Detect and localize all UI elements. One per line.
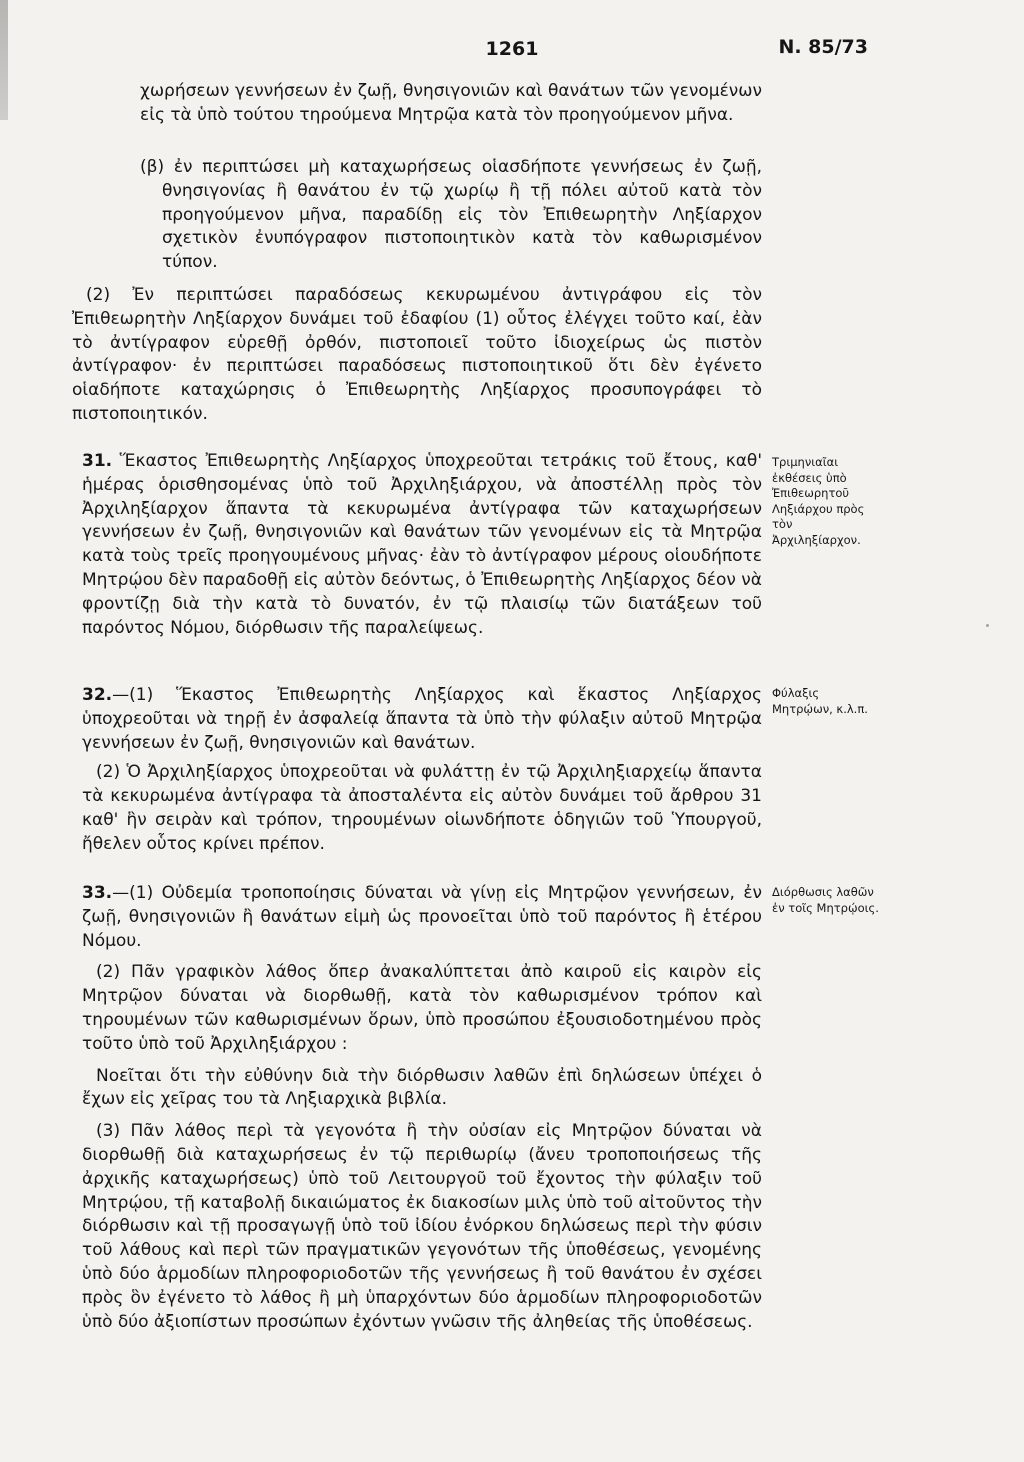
article-32-para1: —(1) Ἕκαστος Ἐπιθεωρητὴς Ληξίαρχος καὶ ἕκαστος Ληξίαρχος ὑποχρεοῦται νὰ τηρῇ ἐν ἀσφαλείᾳ ἅπαντα τὰ ὑπὸ τὴν φύλαξιν αὐτοῦ Μητρῷα γεννήσεων ἐν ζωῇ, θνησιγονιῶν καὶ θανάτων. bbox=[82, 685, 762, 753]
scan-speck bbox=[986, 624, 989, 627]
margin-note-article-31: Τριμηνιαῖαι ἐκθέσεις ὑπὸ Ἐπιθεωρητοῦ Ληξιάρχου πρὸς τὸν Ἀρχιληξίαρχον. bbox=[772, 455, 865, 547]
paragraph-2: (2) Ἐν περιπτώσει παραδόσεως κεκυρωμένου ἀντιγράφου εἰς τὸν Ἐπιθεωρητὴν Ληξίαρχον δυνάμει τοῦ ἐδαφίου (1) οὗτος ἐλέγχει τοῦτο καί, ἐὰν τὸ ἀντίγραφον εὑρεθῇ ὀρθόν, πιστοποιεῖ τοῦτο ἰδιοχείρως ὡς πιστὸν ἀντίγραφον· ἐν περιπτώσει παραδόσεως πιστοποιητικοῦ ὅτι δὲν ἐγένετο οἱαδήποτε καταχώρησις ὁ Ἐπιθεωρητὴς Ληξίαρχος προσυπογράφει τὸ πιστοποιητικόν. bbox=[72, 285, 762, 424]
article-33 bbox=[82, 882, 762, 1334]
article-31-text: Ἕκαστος Ἐπιθεωρητὴς Ληξίαρχος ὑποχρεοῦται τετράκις τοῦ ἔτους, καθ' ἡμέρας ὁρισθησομένας ὑπὸ τοῦ Ἀρχιληξιάρχου, νὰ ἀποστέλλῃ πρὸς τὸν Ἀρχιληξίαρχον ἅπαντα τὰ κεκυρωμένα ἀντίγραφα τῶν καταχωρήσεων γεννήσεων ἐν ζωῇ, θνησιγονιῶν καὶ θανάτων τῶν γενομένων εἰς τὰ Μητρῷα κατὰ τοὺς τρεῖς προηγουμένους μῆνας· ἐὰν τὸ ἀντίγραφον μέρους οἱουδήποτε Μητρῴου δὲν παραδοθῇ εἰς αὐτὸν δεόντως, ὁ Ἐπιθεωρητὴς Ληξίαρχος δέον νὰ φροντίζῃ διὰ τὴν κατὰ τὸ δυνατόν, ἐν τῷ πλαισίῳ τῶν διατάξεων τοῦ παρόντος Νόμου, διόρθωσιν τῆς παραλείψεως. bbox=[82, 451, 763, 638]
article-31-number: 31. bbox=[82, 451, 113, 471]
article-33-proviso: Νοεῖται ὅτι τὴν εὐθύνην διὰ τὴν διόρθωσιν λαθῶν ἐπὶ δηλώσεων ὑπέχει ὁ ἔχων εἰς χεῖρας του τὰ Ληξιαρχικὰ βιβλία. bbox=[82, 1065, 762, 1110]
article-33-para2: (2) Πᾶν γραφικὸν λάθος ὅπερ ἀνακαλύπτεται ἀπὸ καιροῦ εἰς καιρὸν εἰς Μητρῷον δύναται νὰ διορθωθῇ, κατὰ τὸν καθωρισμένον τρόπον καὶ τηρουμένων τῶν καθωρισμένων ὅρων, ὑπὸ προσώπου ἐξουσιοδοτημένου πρὸς τοῦτο ὑπὸ τοῦ Ἀρχιληξιάρχου : bbox=[82, 962, 762, 1054]
item-b-text: ἐν περιπτώσει μὴ καταχωρήσεως οἱασδήποτε γεννήσεως ἐν ζωῇ, θνησιγονίας ἢ θανάτου ἐν τῷ χωρίῳ ἢ τῇ πόλει αὐτοῦ κατὰ τὸν προηγούμενον μῆνα, παραδίδῃ εἰς τὸν Ἐπιθεωρητὴν Ληξίαρχον σχετικὸν ἐνυπόγραφον πιστοποιητικὸν κατὰ τὸν καθωρισμένον τύπον. bbox=[162, 157, 762, 273]
item-b-label: (β) bbox=[140, 157, 165, 177]
article-33-para1: —(1) Οὐδεμία τροποποίησις δύναται νὰ γίνῃ εἰς Μητρῷον γεννήσεων, ἐν ζωῇ, θνησιγονιῶν ἢ θανάτων εἰμὴ ὡς προνοεῖται ὑπὸ τοῦ παρόντος ἢ ἑτέρου Νόμου. bbox=[82, 883, 762, 951]
article-33-para3: (3) Πᾶν λάθος περὶ τὰ γεγονότα ἢ τὴν οὐσίαν εἰς Μητρῷον δύναται νὰ διορθωθῇ διὰ καταχωρήσεως ἐν τῷ περιθωρίῳ (ἄνευ τροποποιήσεως τῆς ἀρχικῆς καταχωρήσεως) ὑπὸ τοῦ Λειτουργοῦ τοῦ ἔχοντος τὴν φύλαξιν τοῦ Μητρῴου, τῇ καταβολῇ δικαιώματος ἐκ διακοσίων μιλς ὑπὸ τοῦ αἰτοῦντος τὴν διόρθωσιν καὶ τῇ προσαγωγῇ ὑπὸ τοῦ ἰδίου ἐνόρκου δηλώσεως περὶ τὴν φύσιν τοῦ λάθους καὶ περὶ τῶν πραγματικῶν γεγονότων τῆς ὑποθέσεως, γενομένης ὑπὸ δύο ἁρμοδίων πληροφοριοδοτῶν τῆς γεννήσεως ἢ τοῦ θανάτου ἐν σχέσει πρὸς ὃν ἐγένετο τὸ λάθος ἢ μὴ ὑπαρχόντων δύο ἁρμοδίων πληροφοριοδοτῶν ὑπὸ δύο ἀξιοπίστων προσώπων ἐχόντων γνῶσιν τῆς ἀληθείας τῆς ὑποθέσεως. bbox=[82, 1121, 762, 1332]
scan-edge-shadow bbox=[0, 0, 8, 120]
margin-note-article-32: Φύλαξις Μητρῴων, κ.λ.π. bbox=[772, 686, 868, 716]
article-33-number: 33. bbox=[82, 883, 113, 903]
margin-note-article-33: Διόρθωσις λαθῶν ἐν τοῖς Μητρῴοις. bbox=[772, 885, 879, 915]
article-32 bbox=[82, 684, 762, 857]
article-32-number: 32. bbox=[82, 685, 113, 705]
article-31 bbox=[82, 450, 762, 640]
page-number: 1261 bbox=[485, 38, 539, 60]
law-number: Ν. 85/73 bbox=[778, 36, 868, 58]
continuation-paragraph: χωρήσεων γεννήσεων ἐν ζωῇ, θνησιγονιῶν καὶ θανάτων τῶν γενομένων εἰς τὰ ὑπὸ τούτου τηρούμενα Μητρῷα κατὰ τὸν προηγούμενον μῆνα. bbox=[140, 81, 762, 125]
article-32-para2: (2) Ὁ Ἀρχιληξίαρχος ὑποχρεοῦται νὰ φυλάττῃ ἐν τῷ Ἀρχιληξιαρχείῳ ἅπαντα τὰ κεκυρωμένα ἀντίγραφα τὰ ἀποσταλέντα εἰς αὐτὸν δυνάμει τοῦ ἄρθρου 31 καθ' ἣν σειρὰν καὶ τρόπον, τηρουμένων οἱωνδήποτε ὁδηγιῶν τοῦ Ὑπουργοῦ, ἤθελεν οὗτος κρίνει πρέπον. bbox=[82, 762, 762, 854]
item-b bbox=[82, 156, 762, 275]
